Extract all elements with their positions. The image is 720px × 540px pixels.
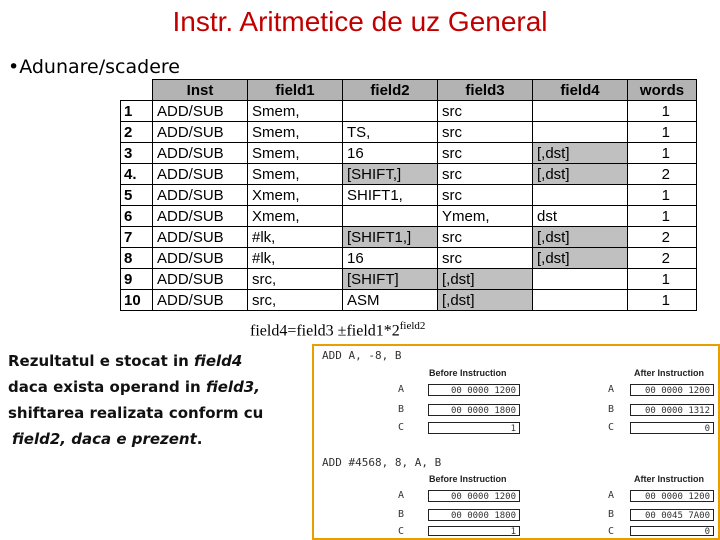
example1-before-c: 1 xyxy=(428,422,520,434)
cell-field1: src, xyxy=(248,290,343,311)
cell-field4: [,dst] xyxy=(533,248,628,269)
cell-words: 1 xyxy=(628,122,697,143)
cell-inst: ADD/SUB xyxy=(153,206,248,227)
example2-after-b: 00 0045 7A00 xyxy=(630,509,714,521)
table-header-row xyxy=(121,80,697,101)
example2-before-c: 1 xyxy=(428,526,520,536)
result-field: field3, xyxy=(205,378,260,396)
table-row xyxy=(121,185,697,206)
cell-words: 2 xyxy=(628,248,697,269)
row-num: 2 xyxy=(121,122,153,143)
cell-field4 xyxy=(533,269,628,290)
slide-title: Instr. Aritmetice de uz General xyxy=(172,6,548,37)
result-text: . xyxy=(196,430,203,448)
example1-label-b-after: B xyxy=(608,404,615,415)
header-field1: field1 xyxy=(248,80,343,101)
example2-label-a-after: A xyxy=(608,490,615,501)
cell-field4 xyxy=(533,290,628,311)
cell-field3: src xyxy=(438,164,533,185)
example1-code: ADD A, -8, B xyxy=(322,349,402,362)
example1-label-a-after: A xyxy=(608,384,615,395)
cell-field2: [SHIFT,] xyxy=(343,164,438,185)
cell-field3: Ymem, xyxy=(438,206,533,227)
result-field: field4 xyxy=(194,352,243,370)
example1-label-c: C xyxy=(398,422,405,433)
cell-field3: src xyxy=(438,227,533,248)
result-text: Rezultatul e stocat in xyxy=(8,352,195,370)
table-row xyxy=(121,143,697,164)
example1-label-a: A xyxy=(398,384,405,395)
cell-inst: ADD/SUB xyxy=(153,290,248,311)
cell-words: 1 xyxy=(628,206,697,227)
example2-after-a: 00 0000 1200 xyxy=(630,490,714,502)
table-row xyxy=(121,164,697,185)
result-line-2 xyxy=(8,374,308,400)
cell-field3: src xyxy=(438,248,533,269)
header-words: words xyxy=(628,80,697,101)
table-row xyxy=(121,122,697,143)
cell-field1: src, xyxy=(248,269,343,290)
example1-before-b: 00 0000 1800 xyxy=(428,404,520,416)
cell-field3: src xyxy=(438,185,533,206)
instruction-table xyxy=(120,79,697,311)
table-row xyxy=(121,290,697,311)
example2-label-b-after: B xyxy=(608,509,615,520)
cell-words: 1 xyxy=(628,101,697,122)
cell-field2: [SHIFT1,] xyxy=(343,227,438,248)
row-num: 10 xyxy=(121,290,153,311)
row-num: 9 xyxy=(121,269,153,290)
cell-field2 xyxy=(343,206,438,227)
cell-field1: Xmem, xyxy=(248,206,343,227)
cell-field3: src xyxy=(438,122,533,143)
example2-label-c-after: C xyxy=(608,526,615,537)
cell-inst: ADD/SUB xyxy=(153,101,248,122)
header-field3: field3 xyxy=(438,80,533,101)
header-field4: field4 xyxy=(533,80,628,101)
result-field: field2, xyxy=(12,430,66,448)
table-row xyxy=(121,248,697,269)
cell-field4 xyxy=(533,185,628,206)
bullet-text: •Adunare/scadere xyxy=(8,56,180,78)
cell-field1: Smem, xyxy=(248,143,343,164)
result-line-3 xyxy=(8,400,308,426)
cell-inst: ADD/SUB xyxy=(153,269,248,290)
cell-field1: #lk, xyxy=(248,248,343,269)
cell-field2: TS, xyxy=(343,122,438,143)
cell-field1: Smem, xyxy=(248,122,343,143)
example2-after-header: After Instruction xyxy=(634,474,705,484)
cell-field2: SHIFT1, xyxy=(343,185,438,206)
result-line-1 xyxy=(8,348,308,374)
cell-inst: ADD/SUB xyxy=(153,185,248,206)
row-num: 4. xyxy=(121,164,153,185)
table-row xyxy=(121,269,697,290)
cell-words: 1 xyxy=(628,290,697,311)
row-num: 8 xyxy=(121,248,153,269)
header-num xyxy=(121,80,153,101)
cell-field2: ASM xyxy=(343,290,438,311)
cell-field4 xyxy=(533,122,628,143)
example2-after-c: 0 xyxy=(630,526,714,536)
cell-words: 2 xyxy=(628,227,697,248)
cell-words: 1 xyxy=(628,185,697,206)
example-panel xyxy=(312,344,720,540)
table-row xyxy=(121,206,697,227)
example1-after-c: 0 xyxy=(630,422,714,434)
row-num: 7 xyxy=(121,227,153,248)
cell-inst: ADD/SUB xyxy=(153,122,248,143)
shift-formula xyxy=(250,320,425,340)
result-text: daca e prezent xyxy=(66,430,197,448)
row-num: 3 xyxy=(121,143,153,164)
cell-field1: Smem, xyxy=(248,101,343,122)
cell-field2: 16 xyxy=(343,248,438,269)
example2-code: ADD #4568, 8, A, B xyxy=(322,456,442,469)
example1-after-a: 00 0000 1200 xyxy=(630,384,714,396)
example2-label-c: C xyxy=(398,526,405,537)
example1-before-a: 00 0000 1200 xyxy=(428,384,520,396)
example1-after-header: After Instruction xyxy=(634,368,705,378)
formula-main: field4=field3 ±field1*2 xyxy=(250,322,400,340)
cell-field3: [,dst] xyxy=(438,290,533,311)
cell-field2 xyxy=(343,101,438,122)
formula-exponent: field2 xyxy=(399,320,426,332)
table-row xyxy=(121,101,697,122)
example1-before-header: Before Instruction xyxy=(429,368,507,378)
row-num: 1 xyxy=(121,101,153,122)
cell-field3: [,dst] xyxy=(438,269,533,290)
table-row xyxy=(121,227,697,248)
cell-field2: [SHIFT] xyxy=(343,269,438,290)
cell-field1: #lk, xyxy=(248,227,343,248)
cell-field4: [,dst] xyxy=(533,227,628,248)
example1-label-b: B xyxy=(398,404,405,415)
cell-words: 2 xyxy=(628,164,697,185)
cell-words: 1 xyxy=(628,143,697,164)
header-inst: Inst xyxy=(153,80,248,101)
header-field2: field2 xyxy=(343,80,438,101)
cell-field2: 16 xyxy=(343,143,438,164)
cell-field1: Xmem, xyxy=(248,185,343,206)
example2-label-a: A xyxy=(398,490,405,501)
cell-field4: [,dst] xyxy=(533,164,628,185)
example2-label-b: B xyxy=(398,509,405,520)
example2-before-header: Before Instruction xyxy=(429,474,507,484)
cell-field3: src xyxy=(438,143,533,164)
row-num: 5 xyxy=(121,185,153,206)
cell-inst: ADD/SUB xyxy=(153,164,248,185)
row-num: 6 xyxy=(121,206,153,227)
cell-inst: ADD/SUB xyxy=(153,227,248,248)
cell-inst: ADD/SUB xyxy=(153,248,248,269)
cell-inst: ADD/SUB xyxy=(153,143,248,164)
cell-field3: src xyxy=(438,101,533,122)
example1-label-c-after: C xyxy=(608,422,615,433)
cell-field1: Smem, xyxy=(248,164,343,185)
example2-before-a: 00 0000 1200 xyxy=(428,490,520,502)
cell-field4 xyxy=(533,101,628,122)
cell-field4: dst xyxy=(533,206,628,227)
cell-field4: [,dst] xyxy=(533,143,628,164)
cell-words: 1 xyxy=(628,269,697,290)
example2-before-b: 00 0000 1800 xyxy=(428,509,520,521)
result-text: daca exista operand in xyxy=(8,378,206,396)
result-description xyxy=(8,348,308,452)
result-line-4 xyxy=(8,426,308,452)
example1-after-b: 00 0000 1312 xyxy=(630,404,714,416)
result-text: shiftarea realizata conform cu xyxy=(8,404,264,422)
